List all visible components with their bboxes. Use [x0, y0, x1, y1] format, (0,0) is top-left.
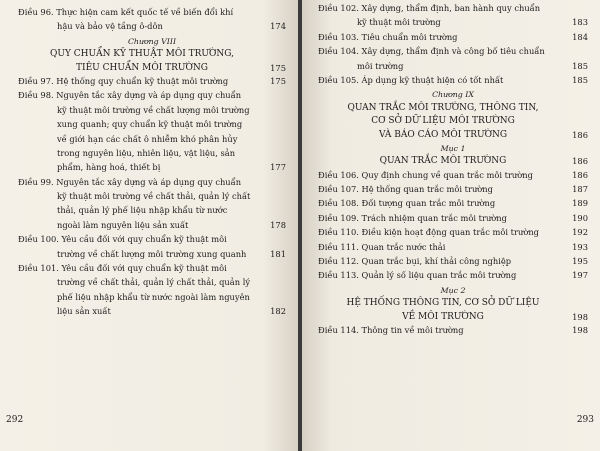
toc-entry-line — [18, 291, 286, 305]
right-toc — [318, 2, 588, 338]
section-heading-text: HỆ THỐNG THÔNG TIN, CƠ SỞ DỮ LIỆU — [346, 298, 540, 309]
toc-page-number: 193 — [572, 241, 588, 252]
toc-entry[interactable] — [318, 324, 588, 338]
toc-entry-line — [318, 74, 588, 88]
toc-entry-text: Điều 99. Nguyên tắc xây dựng và áp dụng quy chuẩn — [18, 176, 242, 187]
toc-entry-line — [318, 241, 588, 255]
chapter-label: Mục 1 — [440, 143, 466, 153]
toc-entry-text: Điều 114. Thông tin về môi trường — [318, 324, 464, 335]
toc-page-number: 175 — [270, 75, 286, 86]
toc-page-number: 197 — [572, 270, 588, 281]
toc-entry-text: Điều 101. Yêu cầu đối với quy chuẩn kỹ thuật môi — [18, 263, 227, 274]
toc-entry-text: phế liệu nhập khẩu từ nước ngoài làm nguyên — [57, 291, 250, 302]
toc-entry-line — [318, 255, 588, 269]
toc-page-number: 182 — [270, 306, 286, 317]
toc-entry[interactable] — [318, 2, 588, 31]
section-heading-text: QUAN TRẮC MÔI TRƯỜNG — [379, 156, 507, 167]
toc-entry-text: Điều 102. Xây dựng, thẩm định, ban hành quy chuẩn — [318, 3, 541, 13]
toc-entry-text: Điều 103. Tiêu chuẩn môi trường — [318, 31, 458, 42]
toc-entry-line — [18, 147, 286, 161]
section-heading — [318, 297, 588, 310]
toc-page-number: 186 — [572, 156, 588, 167]
toc-entry[interactable] — [18, 89, 286, 175]
toc-entry-text: Điều 96. Thực hiện cam kết quốc tế về biến đổi khí — [18, 7, 234, 17]
toc-entry-line — [18, 262, 286, 276]
toc-entry-line — [18, 89, 286, 103]
right-page — [302, 0, 600, 451]
toc-page-number: 185 — [572, 60, 588, 71]
toc-entry-text: ngoài làm nguyên liệu sản xuất — [57, 219, 189, 230]
toc-entry-text: phẩm, hàng hoá, thiết bị — [57, 162, 161, 173]
chapter-label: Chương IX — [432, 90, 474, 100]
toc-entry-text: Điều 97. Hệ thống quy chuẩn kỹ thuật môi trường — [18, 75, 229, 86]
toc-entry-text: Điều 112. Quan trắc bụi, khí thải công nghiệp — [318, 256, 512, 267]
toc-entry[interactable] — [318, 169, 588, 183]
toc-page-number: 189 — [572, 198, 588, 209]
toc-entry-line — [18, 248, 286, 262]
toc-entry-text: Điều 104. Xây dựng, thẩm định và công bố tiêu chuẩn — [318, 46, 545, 57]
toc-page-number: 175 — [270, 62, 286, 73]
toc-entry[interactable] — [318, 74, 588, 88]
toc-entry-text: Điều 111. Quan trắc nước thải — [318, 241, 446, 252]
toc-entry-line — [18, 190, 286, 204]
toc-page-number: 181 — [270, 248, 286, 259]
toc-page-number: 178 — [270, 219, 286, 230]
toc-entry-line — [318, 212, 588, 226]
toc-entry-line — [318, 2, 588, 16]
toc-entry-text: về giới hạn các chất ô nhiễm khó phân hủy — [57, 133, 238, 144]
toc-entry-line — [318, 269, 588, 283]
toc-entry-text: Điều 107. Hệ thống quan trắc môi trường — [318, 184, 493, 195]
toc-entry-line — [18, 219, 286, 233]
left-page — [0, 0, 298, 451]
toc-entry-line — [18, 104, 286, 118]
toc-entry[interactable] — [18, 233, 286, 262]
toc-entry-line — [318, 60, 588, 74]
toc-entry-text: Điều 113. Quản lý số liệu quan trắc môi trường — [318, 270, 517, 281]
chapter-label: Mục 2 — [440, 285, 466, 295]
toc-entry-text: trường về chất lượng môi trường xung quanh — [57, 248, 247, 259]
toc-entry[interactable] — [318, 31, 588, 45]
toc-entry-line — [318, 31, 588, 45]
section-heading-text: TIÊU CHUẨN MÔI TRƯỜNG — [76, 62, 208, 73]
section-heading-text: VÀ BÁO CÁO MÔI TRƯỜNG — [378, 129, 508, 140]
toc-entry[interactable] — [18, 176, 286, 234]
toc-entry-line — [318, 226, 588, 240]
toc-page-number: 177 — [270, 162, 286, 173]
section-heading — [318, 155, 588, 168]
toc-entry-line — [18, 276, 286, 290]
toc-page-number: 198 — [572, 324, 588, 335]
toc-entry-text: môi trường — [357, 60, 404, 71]
toc-entry-line — [318, 197, 588, 211]
toc-entry-line — [18, 20, 286, 34]
toc-page-number: 195 — [572, 256, 588, 267]
toc-entry-line — [318, 169, 588, 183]
toc-entry-text: Điều 109. Trách nhiệm quan trắc môi trường — [318, 212, 507, 223]
toc-entry[interactable] — [18, 75, 286, 89]
toc-entry-text: Điều 106. Quy định chung về quan trắc môi trường — [318, 169, 533, 180]
toc-entry-text: trong nguyên liệu, nhiên liệu, vật liệu, sản — [57, 147, 236, 158]
toc-entry-text: trường về chất thải, quản lý chất thải, quản lý — [57, 277, 251, 288]
toc-entry-line — [18, 233, 286, 247]
left-toc — [18, 6, 286, 320]
toc-page-number: 185 — [572, 74, 588, 85]
toc-page-number: 186 — [572, 169, 588, 180]
toc-entry-text: xung quanh; quy chuẩn kỹ thuật môi trường — [57, 119, 243, 130]
toc-entry-text: kỹ thuật môi trường về chất lượng môi trường — [57, 104, 250, 115]
toc-entry[interactable] — [318, 269, 588, 283]
toc-entry-text: kỹ thuật môi trường — [357, 17, 441, 28]
toc-entry-text: Điều 105. Áp dụng kỹ thuật hiện có tốt nhất — [318, 74, 504, 85]
toc-entry-line — [318, 16, 588, 30]
toc-entry[interactable] — [318, 241, 588, 255]
toc-entry-text: thải, quản lý phế liệu nhập khẩu từ nước — [57, 205, 228, 216]
right-page-number: 293 — [576, 415, 594, 425]
toc-page-number: 190 — [572, 212, 588, 223]
toc-entry-text: Điều 100. Yêu cầu đối với quy chuẩn kỹ thuật môi — [18, 234, 227, 245]
toc-entry[interactable] — [18, 262, 286, 320]
toc-entry-line — [18, 75, 286, 89]
chapter-label: Chương VIII — [127, 36, 177, 46]
toc-page-number: 174 — [270, 21, 286, 32]
toc-entry-line — [18, 176, 286, 190]
toc-page-number: 187 — [572, 184, 588, 195]
toc-page-number: 184 — [572, 31, 588, 42]
toc-entry-line — [18, 6, 286, 20]
toc-entry[interactable] — [318, 255, 588, 269]
section-heading — [318, 102, 588, 115]
toc-entry[interactable] — [318, 226, 588, 240]
section-heading — [18, 48, 286, 61]
toc-entry-text: liệu sản xuất — [57, 306, 111, 317]
toc-entry-text: Điều 108. Đối tượng quan trắc môi trường — [318, 198, 496, 209]
toc-entry[interactable] — [318, 45, 588, 74]
toc-entry-text: Điều 110. Điều kiện hoạt động quan trắc môi trường — [318, 227, 539, 238]
toc-entry-text: Điều 98. Nguyên tắc xây dựng và áp dụng quy chuẩn — [18, 90, 242, 101]
section-heading-text: CƠ SỞ DỮ LIỆU MÔI TRƯỜNG — [371, 116, 515, 127]
toc-page-number: 192 — [572, 227, 588, 238]
toc-entry[interactable] — [18, 6, 286, 35]
toc-entry-line — [18, 133, 286, 147]
section-heading — [318, 311, 588, 324]
section-heading-text: QUY CHUẨN KỸ THUẬT MÔI TRƯỜNG, — [49, 49, 234, 60]
toc-entry[interactable] — [318, 212, 588, 226]
toc-entry-line — [18, 305, 286, 319]
toc-entry-line — [318, 324, 588, 338]
toc-entry[interactable] — [318, 183, 588, 197]
toc-page-number: 183 — [572, 17, 588, 28]
toc-entry-line — [18, 161, 286, 175]
section-heading — [318, 129, 588, 142]
toc-entry-text: hậu và bảo vệ tầng ô-dôn — [57, 21, 163, 32]
toc-entry-line — [18, 118, 286, 132]
toc-page-number: 186 — [572, 129, 588, 140]
toc-entry-text: kỹ thuật môi trường về chất thải, quản lý chất — [57, 191, 251, 202]
toc-entry-line — [318, 183, 588, 197]
section-heading — [318, 115, 588, 128]
section-heading — [18, 62, 286, 75]
left-page-number: 292 — [6, 415, 24, 425]
toc-page-number: 198 — [572, 311, 588, 322]
section-heading-text: VỀ MÔI TRƯỜNG — [402, 311, 484, 322]
toc-entry-line — [318, 45, 588, 59]
toc-entry[interactable] — [318, 197, 588, 211]
toc-entry-line — [18, 204, 286, 218]
section-heading-text: QUAN TRẮC MÔI TRƯỜNG, THÔNG TIN, — [347, 102, 539, 113]
